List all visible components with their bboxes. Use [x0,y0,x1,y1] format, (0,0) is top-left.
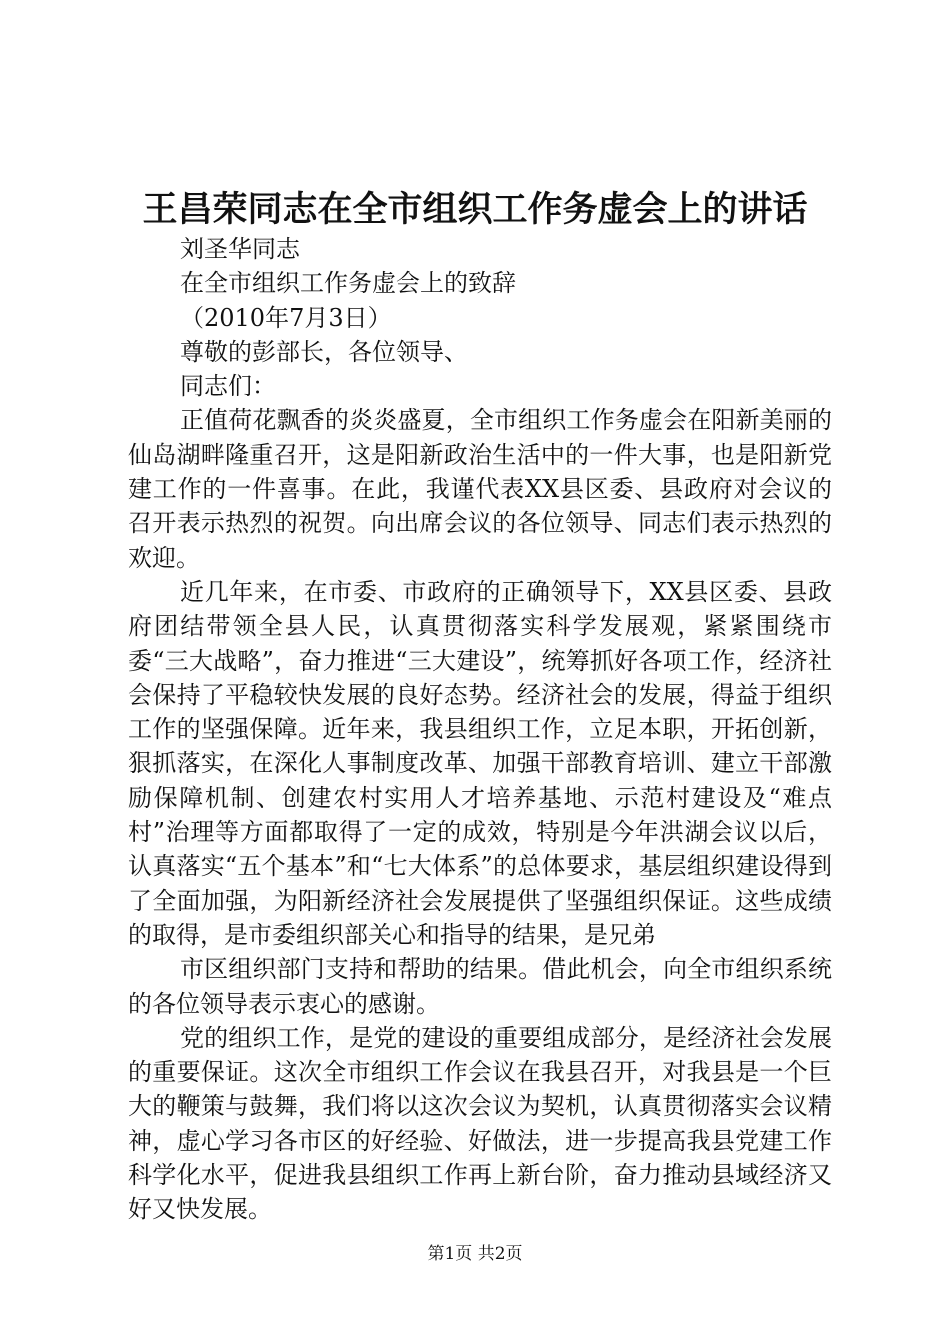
salutation-line-1: 尊敬的彭部长，各位领导、 [180,337,468,366]
page-number-footer: 第1页 共2页 [427,1244,523,1264]
document-body [128,232,832,1227]
paragraph-1: 正值荷花飘香的炎炎盛夏，全市组织工作务虚会在阳新美丽的仙岛湖畔隆重召开，这是阳新政治生活中的一件大事，也是阳新党建工作的一件喜事。在此，我谨代表XX县区委、县政府对会议的召开表示热烈的祝贺。向出席会议的各位领导、同志们表示热烈的欢迎。 [128,406,832,572]
paragraph-2: 近几年来，在市委、市政府的正确领导下，XX县区委、县政府团结带领全县人民，认真贯彻落实科学发展观，紧紧围绕市委“三大战略”，奋力推进“三大建设”，统筹抓好各项工作，经济社会保持了平稳较快发展的良好态势。经济社会的发展，得益于组织工作的坚强保障。近年来，我县组织工作，立足本职，开拓创新，狠抓落实，在深化人事制度改革、加强干部教育培训、建立干部激励保障机制、创建农村实用人才培养基地、示范村建设及“难点村”治理等方面都取得了一定的成效，特别是今年洪湖会议以后，认真落实“五个基本”和“七大体系”的总体要求，基层组织建设得到了全面加强，为阳新经济社会发展提供了坚强组织保证。这些成绩的取得，是市委组织部关心和指导的结果，是兄弟 [128,577,832,949]
paragraph-3: 市区组织部门支持和帮助的结果。借此机会，向全市组织系统的各位领导表示衷心的感谢。 [128,955,832,1018]
speech-subtitle: 在全市组织工作务虚会上的致辞 [180,269,516,298]
speech-date: （2010年7月3日） [180,303,392,332]
salutation-line-2: 同志们： [180,372,276,401]
paragraph-4: 党的组织工作，是党的建设的重要组成部分，是经济社会发展的重要保证。这次全市组织工作会议在我县召开，对我县是一个巨大的鞭策与鼓舞，我们将以这次会议为契机，认真贯彻落实会议精神，虚心学习各市区的好经验、好做法，进一步提高我县党建工作科学化水平，促进我县组织工作再上新台阶，奋力推动县域经济又好又快发展。 [128,1023,832,1224]
document-title: 王昌荣同志在全市组织工作务虚会上的讲话 [142,189,808,230]
speaker-line: 刘圣华同志 [180,235,300,263]
